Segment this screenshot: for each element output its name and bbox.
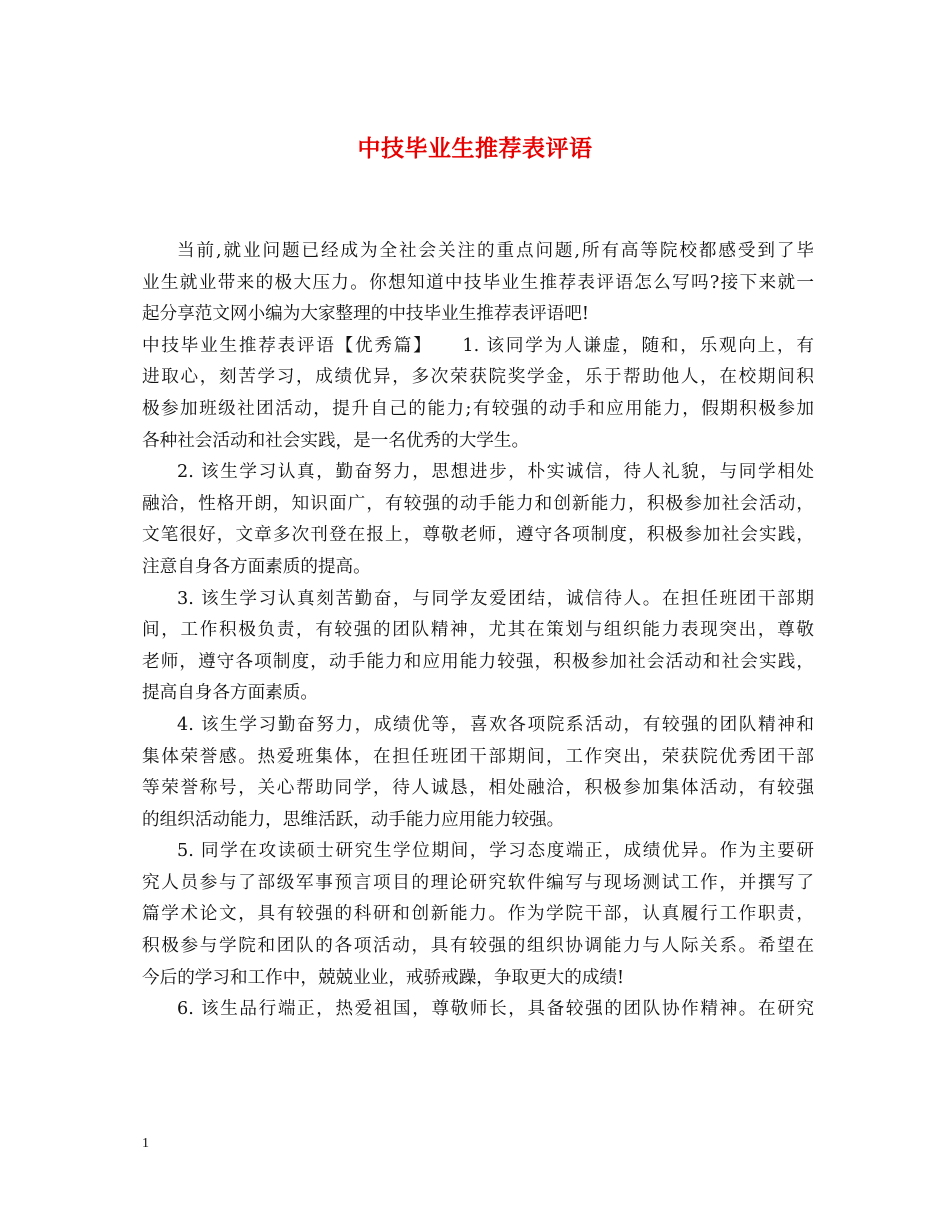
text-line: 进取心，刻苦学习，成绩优异，多次荣获院奖学金，乐于帮助他人，在校期间积 — [142, 367, 814, 388]
text-line: 极参加班级社团活动，提升自己的能力;有较强的动手和应用能力，假期积极参加 — [142, 398, 814, 419]
text-line: 6. 该生品行端正，热爱祖国，尊敬师长，具备较强的团队协作精神。在研究 — [177, 999, 814, 1020]
text-line: 文笔很好，文章多次刊登在报上，尊敬老师，遵守各项制度，积极参加社会实践， — [142, 525, 814, 546]
text-line: 3. 该生学习认真刻苦勤奋，与同学友爱团结，诚信待人。在担任班团干部期 — [177, 588, 814, 609]
text-line: 提高自身各方面素质。 — [142, 683, 318, 704]
text-line: 间，工作积极负责，有较强的团队精神，尤其在策划与组织能力表现突出，尊敬 — [142, 620, 814, 641]
document-body — [142, 236, 814, 1026]
text-line: 老师，遵守各项制度，动手能力和应用能力较强，积极参加社会活动和社会实践， — [142, 651, 814, 672]
text-line: 集体荣誉感。热爱班集体，在担任班团干部期间，工作突出，荣获院优秀团干部 — [142, 746, 814, 767]
text-line: 积极参与学院和团队的各项活动，具有较强的组织协调能力与人际关系。希望在 — [142, 936, 814, 957]
text-line: 业生就业带来的极大压力。你想知道中技毕业生推荐表评语怎么写吗?接下来就一 — [142, 272, 814, 293]
text-line: 5. 同学在攻读硕士研究生学位期间，学习态度端正，成绩优异。作为主要研 — [177, 841, 814, 862]
text-line: 注意自身各方面素质的提高。 — [142, 556, 371, 577]
text-line: 今后的学习和工作中，兢兢业业，戒骄戒躁，争取更大的成绩! — [142, 967, 625, 988]
text-line: 究人员参与了部级军事预言项目的理论研究软件编写与现场测试工作，并撰写了 — [142, 872, 814, 893]
text-line: 篇学术论文，具有较强的科研和创新能力。作为学院干部，认真履行工作职责， — [142, 904, 814, 925]
text-line: 各种社会活动和社会实践，是一名优秀的大学生。 — [142, 430, 530, 451]
text-line: 等荣誉称号，关心帮助同学，待人诚恳，相处融洽，积极参加集体活动，有较强 — [142, 778, 814, 799]
text-line: 融洽，性格开朗，知识面广，有较强的动手能力和创新能力，积极参加社会活动， — [142, 493, 814, 514]
text-line: 2. 该生学习认真，勤奋努力，思想进步，朴实诚信，待人礼貌，与同学相处 — [177, 462, 814, 483]
page-number: 1 — [142, 1136, 149, 1151]
text-line: 的组织活动能力，思维活跃，动手能力应用能力较强。 — [142, 809, 565, 830]
document-title: 中技毕业生推荐表评语 — [357, 135, 593, 162]
text-line: 起分享范文网小编为大家整理的中技毕业生推荐表评语吧! — [142, 304, 589, 325]
text-line: 4. 该生学习勤奋努力，成绩优等，喜欢各项院系活动，有较强的团队精神和 — [177, 714, 814, 735]
text-line: 中技毕业生推荐表评语【优秀篇】 1. 该同学为人谦虚，随和，乐观向上，有 — [142, 335, 814, 356]
text-line: 当前,就业问题已经成为全社会关注的重点问题,所有高等院校都感受到了毕 — [177, 241, 814, 261]
